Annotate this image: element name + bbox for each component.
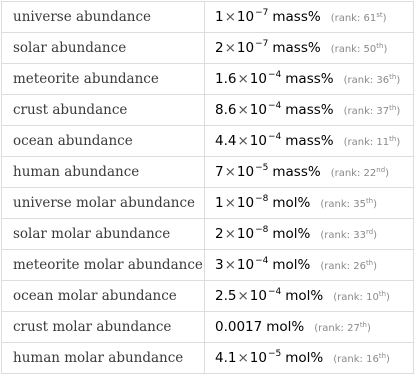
row-label: universe abundance [2,2,205,33]
table-row [2,33,414,64]
row-value [205,2,414,33]
row-value [205,312,414,343]
mantissa: 1 [215,9,224,25]
exponent: −4 [267,132,282,142]
rank-prefix: (rank: [343,137,377,148]
unit: mass% [285,71,334,87]
rank [314,323,371,334]
base: 10 [236,40,255,56]
rank-suffix: th [378,290,387,298]
rank-close: ) [373,261,378,272]
row-label: crust abundance [2,95,205,126]
rank-number: 37 [376,106,390,117]
row-label: universe molar abundance [2,188,205,219]
exponent: −5 [255,163,269,173]
rank-prefix: (rank: [330,168,364,179]
table-row [2,281,414,312]
rank-close: ) [382,13,387,24]
base: 10 [236,195,255,211]
table-row [2,188,414,219]
times-symbol: × [237,350,249,366]
base: 10 [249,288,267,304]
row-value [205,157,414,188]
rank-number: 35 [353,199,366,210]
rank [331,168,389,179]
table-row [2,343,414,374]
rank [344,106,401,117]
rank-prefix: (rank: [330,13,364,24]
row-label: ocean abundance [2,126,205,157]
rank-prefix: (rank: [343,75,377,86]
base: 10 [249,71,267,87]
table-row [2,64,414,95]
rank-close: ) [367,323,371,334]
times-symbol: × [224,40,236,56]
rank [331,13,387,24]
row-label: meteorite abundance [2,64,205,95]
rank-number: 36 [376,75,390,86]
row-value [205,343,414,374]
row-value [205,33,414,64]
mantissa: 8.6 [215,102,237,118]
rank-number: 10 [366,292,379,303]
unit: mass% [272,40,321,56]
exponent: −7 [255,8,269,18]
abundance-table [1,1,414,374]
mantissa: 7 [215,164,224,180]
row-label: human molar abundance [2,343,205,374]
exponent: −4 [267,287,282,297]
times-symbol: × [224,195,236,211]
rank-number: 11 [376,137,390,148]
rank [320,261,377,272]
row-label: ocean molar abundance [2,281,205,312]
row-label: human abundance [2,157,205,188]
times-symbol: × [237,133,249,149]
rank-prefix: (rank: [320,261,354,272]
exponent: −8 [255,225,269,235]
rank-number: 22 [363,168,377,179]
mantissa: 4.4 [215,133,237,149]
exponent: −4 [255,256,269,266]
rank-suffix: st [376,11,383,19]
times-symbol: × [224,9,236,25]
unit: mass% [285,133,334,149]
rank-close: ) [373,199,378,210]
rank-prefix: (rank: [330,44,364,55]
row-value [205,281,414,312]
rank-prefix: (rank: [333,354,367,365]
row-value [205,64,414,95]
unit: mol% [272,226,311,242]
times-symbol: × [224,226,236,242]
plain-value: 0.0017 [215,319,263,335]
rank-suffix: th [389,104,397,112]
rank-suffix: th [359,321,367,329]
mantissa: 2 [215,226,224,242]
rank-close: ) [373,230,378,241]
rank [320,199,377,210]
rank [333,292,390,303]
rank-prefix: (rank: [314,323,348,334]
unit: mol% [272,257,311,273]
mantissa: 4.1 [215,350,237,366]
times-symbol: × [237,288,249,304]
row-value [205,188,414,219]
base: 10 [236,257,255,273]
rank-number: 27 [347,323,360,334]
mantissa: 2.5 [215,288,237,304]
row-value [205,219,414,250]
rank-close: ) [396,75,401,86]
rank-suffix: th [378,352,387,360]
base: 10 [249,133,267,149]
exponent: −7 [255,39,269,49]
rank-number: 33 [353,230,366,241]
table-row [2,312,414,343]
times-symbol: × [224,257,236,273]
rank-number: 61 [363,13,377,24]
rank-close: ) [386,292,390,303]
table-row [2,95,414,126]
mantissa: 1 [215,195,224,211]
row-label: solar abundance [2,33,205,64]
rank-close: ) [396,106,401,117]
unit: mol% [266,319,305,335]
rank-suffix: th [365,259,374,267]
row-value [205,95,414,126]
rank-suffix: nd [376,166,386,174]
rank-number: 16 [366,354,379,365]
unit: mol% [285,288,324,304]
unit: mass% [285,102,334,118]
mantissa: 3 [215,257,224,273]
rank-close: ) [386,354,390,365]
rank-suffix: th [389,135,397,143]
rank-suffix: th [365,197,374,205]
rank-suffix: th [376,42,384,50]
rank [331,44,388,55]
row-value [205,250,414,281]
table-row [2,2,414,33]
times-symbol: × [224,164,236,180]
row-label: meteorite molar abundance [2,250,205,281]
rank-prefix: (rank: [320,199,354,210]
rank [344,75,401,86]
row-label: solar molar abundance [2,219,205,250]
unit: mass% [272,9,321,25]
times-symbol: × [237,102,249,118]
rank-number: 26 [353,261,366,272]
rank-close: ) [385,168,390,179]
unit: mol% [272,195,311,211]
rank [320,230,377,241]
exponent: −5 [267,349,282,359]
base: 10 [236,9,255,25]
table-row [2,126,414,157]
unit: mol% [285,350,324,366]
table-row [2,250,414,281]
rank-prefix: (rank: [343,106,377,117]
rank-suffix: rd [365,228,374,236]
rank-prefix: (rank: [333,292,367,303]
rank-suffix: th [389,73,397,81]
row-label: crust molar abundance [2,312,205,343]
exponent: −8 [255,194,269,204]
mantissa: 1.6 [215,71,237,87]
rank-close: ) [396,137,401,148]
base: 10 [249,102,267,118]
times-symbol: × [237,71,249,87]
rank-close: ) [383,44,388,55]
rank [344,137,401,148]
mantissa: 2 [215,40,224,56]
exponent: −4 [267,101,282,111]
row-value [205,126,414,157]
base: 10 [236,164,255,180]
rank [333,354,390,365]
exponent: −4 [267,70,282,80]
table-row [2,157,414,188]
rank-prefix: (rank: [320,230,354,241]
unit: mass% [272,164,321,180]
base: 10 [249,350,267,366]
rank-number: 50 [363,44,377,55]
table-row [2,219,414,250]
base: 10 [236,226,255,242]
